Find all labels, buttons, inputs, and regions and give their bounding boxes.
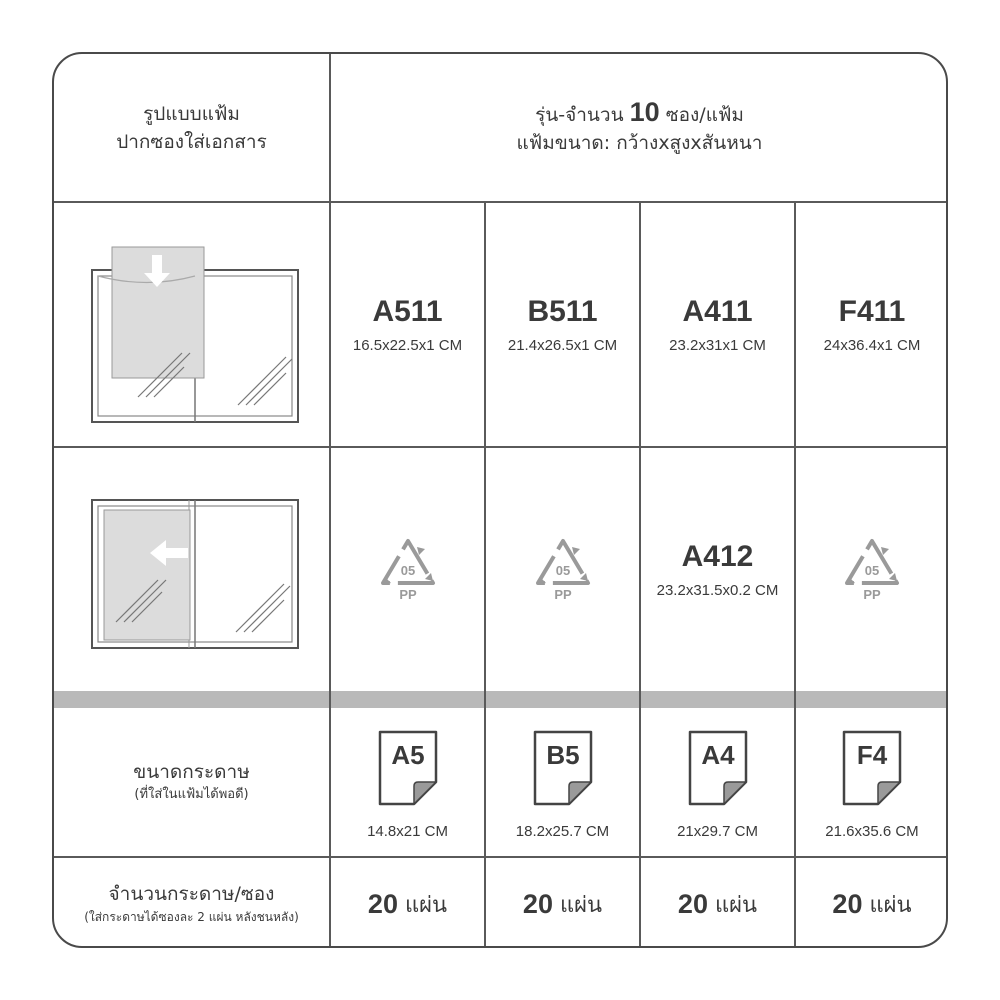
model-cell xyxy=(486,203,639,446)
sheets-count xyxy=(796,858,948,948)
recycle-code: 05 xyxy=(864,562,880,578)
model-dims: 23.2x31.5x0.2 CM xyxy=(656,582,779,599)
recycle-pp-icon xyxy=(528,535,598,605)
header-right-suffix: ซอง/แฟ้ม xyxy=(659,104,744,126)
header-left-line2: ปากซองใส่เอกสาร xyxy=(116,130,267,153)
recycle-material: PP xyxy=(553,586,572,602)
recycle-cell xyxy=(331,448,484,691)
model-dims: 23.2x31x1 CM xyxy=(669,337,766,354)
header-right-line2: แฟ้มขนาด: กว้างxสูงxสันหนา xyxy=(516,132,763,154)
paper-sheet-icon xyxy=(840,728,904,808)
top-opening-folder-icon xyxy=(54,203,329,446)
sheets-count xyxy=(486,858,639,948)
model-cell xyxy=(641,448,794,691)
model-dims: 24x36.4x1 CM xyxy=(823,337,921,354)
paper-dims: 18.2x25.7 CM xyxy=(515,823,610,840)
spec-table xyxy=(52,52,948,948)
paper-sheet-icon xyxy=(531,728,595,808)
model-name: A411 xyxy=(682,295,753,328)
model-cell xyxy=(641,203,794,446)
recycle-material: PP xyxy=(398,586,417,602)
section-band xyxy=(54,691,946,708)
sheets-unit: แผ่น xyxy=(404,892,448,918)
sheets-label xyxy=(54,858,329,948)
paper-dims: 14.8x21 CM xyxy=(367,823,448,840)
sheets-number: 20 xyxy=(832,888,863,919)
model-name: A412 xyxy=(681,540,754,573)
model-dims: 21.4x26.5x1 CM xyxy=(507,337,618,354)
paper-code: A4 xyxy=(700,740,735,770)
header-left xyxy=(54,54,329,201)
paper-size-cell xyxy=(331,708,484,856)
model-name: B511 xyxy=(527,295,598,328)
paper-size-cell xyxy=(486,708,639,856)
sheets-number: 20 xyxy=(367,888,398,919)
sheets-number: 20 xyxy=(522,888,553,919)
sheets-sub: (ใส่กระดาษได้ซองละ 2 แผ่น หลังชนหลัง) xyxy=(84,910,299,924)
header-right-line1 xyxy=(535,98,744,129)
header-right xyxy=(331,54,948,201)
recycle-code: 05 xyxy=(555,562,570,578)
header-right-number: 10 xyxy=(629,97,660,127)
model-cell xyxy=(796,203,948,446)
paper-code: B5 xyxy=(545,740,580,770)
recycle-cell xyxy=(796,448,948,691)
sheets-unit: แผ่น xyxy=(559,892,603,918)
paper-size-title: ขนาดกระดาษ xyxy=(133,761,250,783)
model-cell xyxy=(331,203,484,446)
sheets-unit: แผ่น xyxy=(869,892,912,918)
sheets-count xyxy=(641,858,794,948)
paper-sheet-icon xyxy=(376,728,440,808)
paper-size-cell xyxy=(796,708,948,856)
paper-code: F4 xyxy=(856,740,888,770)
paper-size-sub: (ที่ใส่ในแฟ้มได้พอดี) xyxy=(134,787,249,802)
side-opening-folder-icon xyxy=(54,448,329,691)
model-name: A511 xyxy=(372,295,443,328)
sheets-unit: แผ่น xyxy=(714,892,758,918)
paper-size-cell xyxy=(641,708,794,856)
sheets-count xyxy=(331,858,484,948)
paper-code: A5 xyxy=(390,740,425,770)
paper-sheet-icon xyxy=(686,728,750,808)
recycle-material: PP xyxy=(863,586,881,602)
recycle-pp-icon xyxy=(837,535,907,605)
header-left-line1: รูปแบบแฟ้ม xyxy=(143,102,240,125)
paper-dims: 21x29.7 CM xyxy=(677,823,758,840)
recycle-pp-icon xyxy=(373,535,443,605)
recycle-code: 05 xyxy=(400,562,415,578)
sheets-number: 20 xyxy=(677,888,708,919)
header-right-prefix: รุ่น-จำนวน xyxy=(535,104,630,126)
sheets-title: จำนวนกระดาษ/ซอง xyxy=(108,883,275,905)
model-dims: 16.5x22.5x1 CM xyxy=(352,337,463,354)
recycle-cell xyxy=(486,448,639,691)
model-name: F411 xyxy=(838,295,906,328)
paper-size-label xyxy=(54,708,329,856)
paper-dims: 21.6x35.6 CM xyxy=(825,823,919,840)
